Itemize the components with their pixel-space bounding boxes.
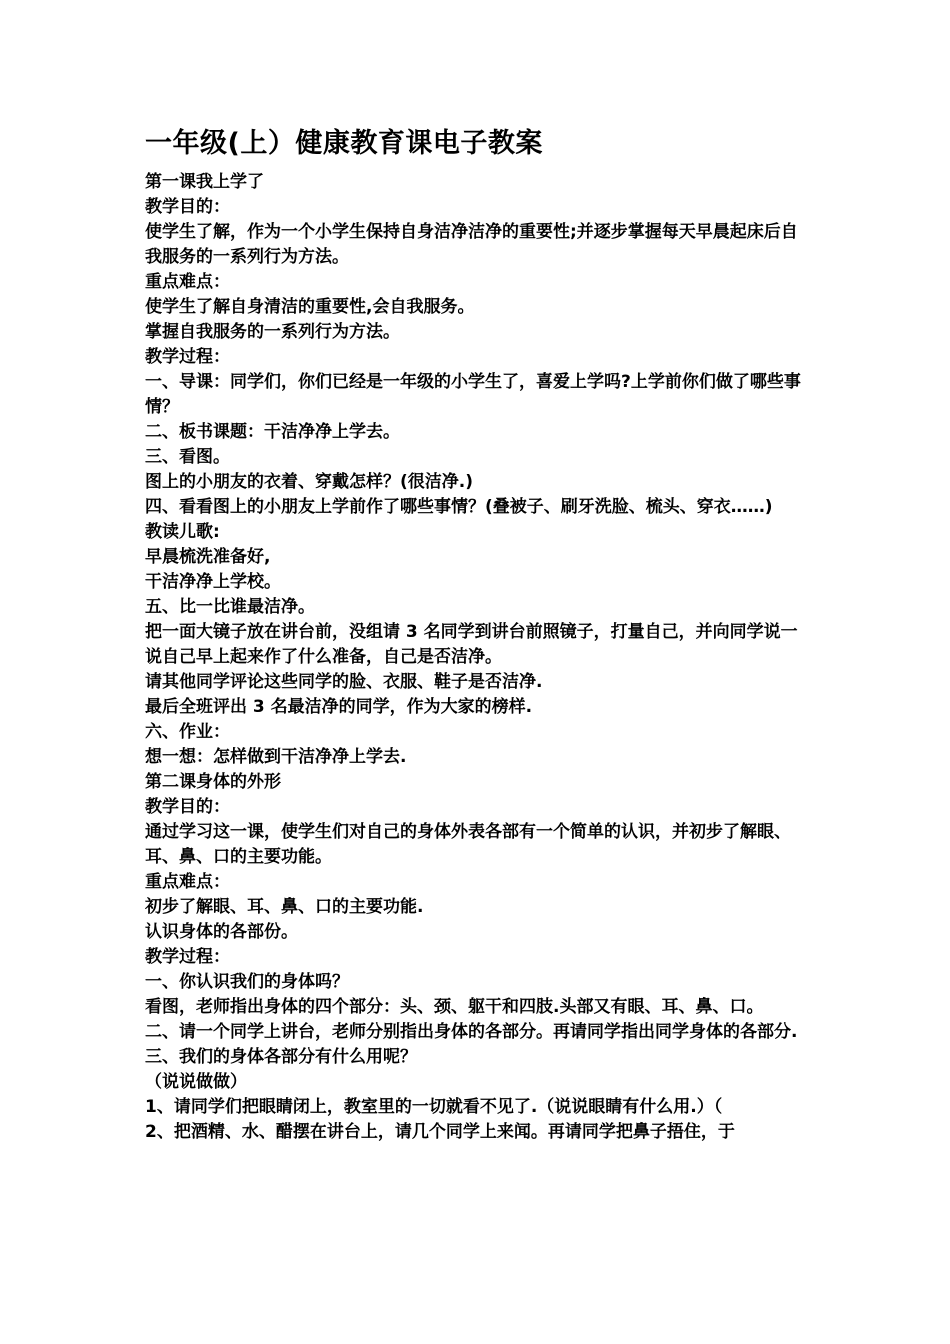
text-line: 初步了解眼、耳、鼻、口的主要功能.: [145, 897, 424, 917]
text-line: 教学过程：: [145, 947, 230, 967]
text-line: 早晨梳洗准备好,: [145, 547, 271, 567]
text-line: 六、作业：: [145, 722, 230, 742]
text-line: （说说做做）: [145, 1072, 247, 1092]
text-line: 使学生了解，作为一个小学生保持自身洁净洁净的重要性;并逐步掌握每天早晨起床后自我服务的一系列行为方法。: [145, 222, 798, 267]
text-line: 二、板书课题：干洁净净上学去。: [145, 422, 400, 442]
text-line: 使学生了解自身清洁的重要性,会自我服务。: [145, 297, 475, 317]
text-line: 四、看看图上的小朋友上学前作了哪些事情？(叠被子、刷牙洗脸、梳头、穿衣……): [145, 497, 773, 517]
text-line: 1、请同学们把眼睛闭上，教室里的一切就看不见了.（说说眼睛有什么用.）（: [145, 1097, 723, 1117]
text-line: 最后全班评出 3 名最洁净的同学，作为大家的榜样.: [145, 697, 533, 717]
text-line: 教学过程：: [145, 347, 230, 367]
text-line: 看图，老师指出身体的四个部分：头、颈、躯干和四肢.头部又有眼、耳、鼻、口。: [145, 997, 764, 1017]
text-line: 重点难点：: [145, 872, 230, 892]
text-line: 通过学习这一课，使学生们对自己的身体外表各部有一个简单的认识，并初步了解眼、耳、鼻、口的主要功能。: [145, 822, 791, 867]
document-body: [145, 170, 813, 1145]
text-line: 干洁净净上学校。: [145, 572, 281, 592]
text-line: 一、导课：同学们，你们已经是一年级的小学生了，喜爱上学吗?上学前你们做了哪些事情？: [145, 372, 801, 417]
document-title: 一年级(上）健康教育课电子教案: [145, 128, 543, 159]
text-line: 教学目的：: [145, 197, 230, 217]
text-line: 认识身体的各部份。: [145, 922, 298, 942]
text-line: 第二课身体的外形: [145, 772, 281, 792]
text-line: 一、你认识我们的身体吗？: [145, 972, 349, 992]
text-line: 图上的小朋友的衣着、穿戴怎样？(很洁净.): [145, 472, 473, 492]
text-line: 2、把酒精、水、醋摆在讲台上，请几个同学上来闻。再请同学把鼻子捂住，于: [145, 1122, 735, 1142]
text-line: 二、请一个同学上讲台，老师分别指出身体的各部分。再请同学指出同学身体的各部分.: [145, 1022, 798, 1042]
text-line: 掌握自我服务的一系列行为方法。: [145, 322, 400, 342]
text-line: 第一课我上学了: [145, 172, 264, 192]
text-line: 五、比一比谁最洁净。: [145, 597, 315, 617]
text-line: 请其他同学评论这些同学的脸、衣服、鞋子是否洁净.: [145, 672, 543, 692]
document-page: [145, 126, 813, 1145]
text-line: 重点难点：: [145, 272, 230, 292]
text-line: 三、看图。: [145, 447, 230, 467]
text-line: 把一面大镜子放在讲台前，没组请 3 名同学到讲台前照镜子，打量自己，并向同学说一说自己早上起来作了什么准备，自己是否洁净。: [145, 622, 798, 667]
text-line: 教读儿歌:: [145, 522, 220, 542]
text-line: 教学目的：: [145, 797, 230, 817]
text-line: 想一想：怎样做到干洁净净上学去.: [145, 747, 407, 767]
text-line: 三、我们的身体各部分有什么用呢？: [145, 1047, 417, 1067]
